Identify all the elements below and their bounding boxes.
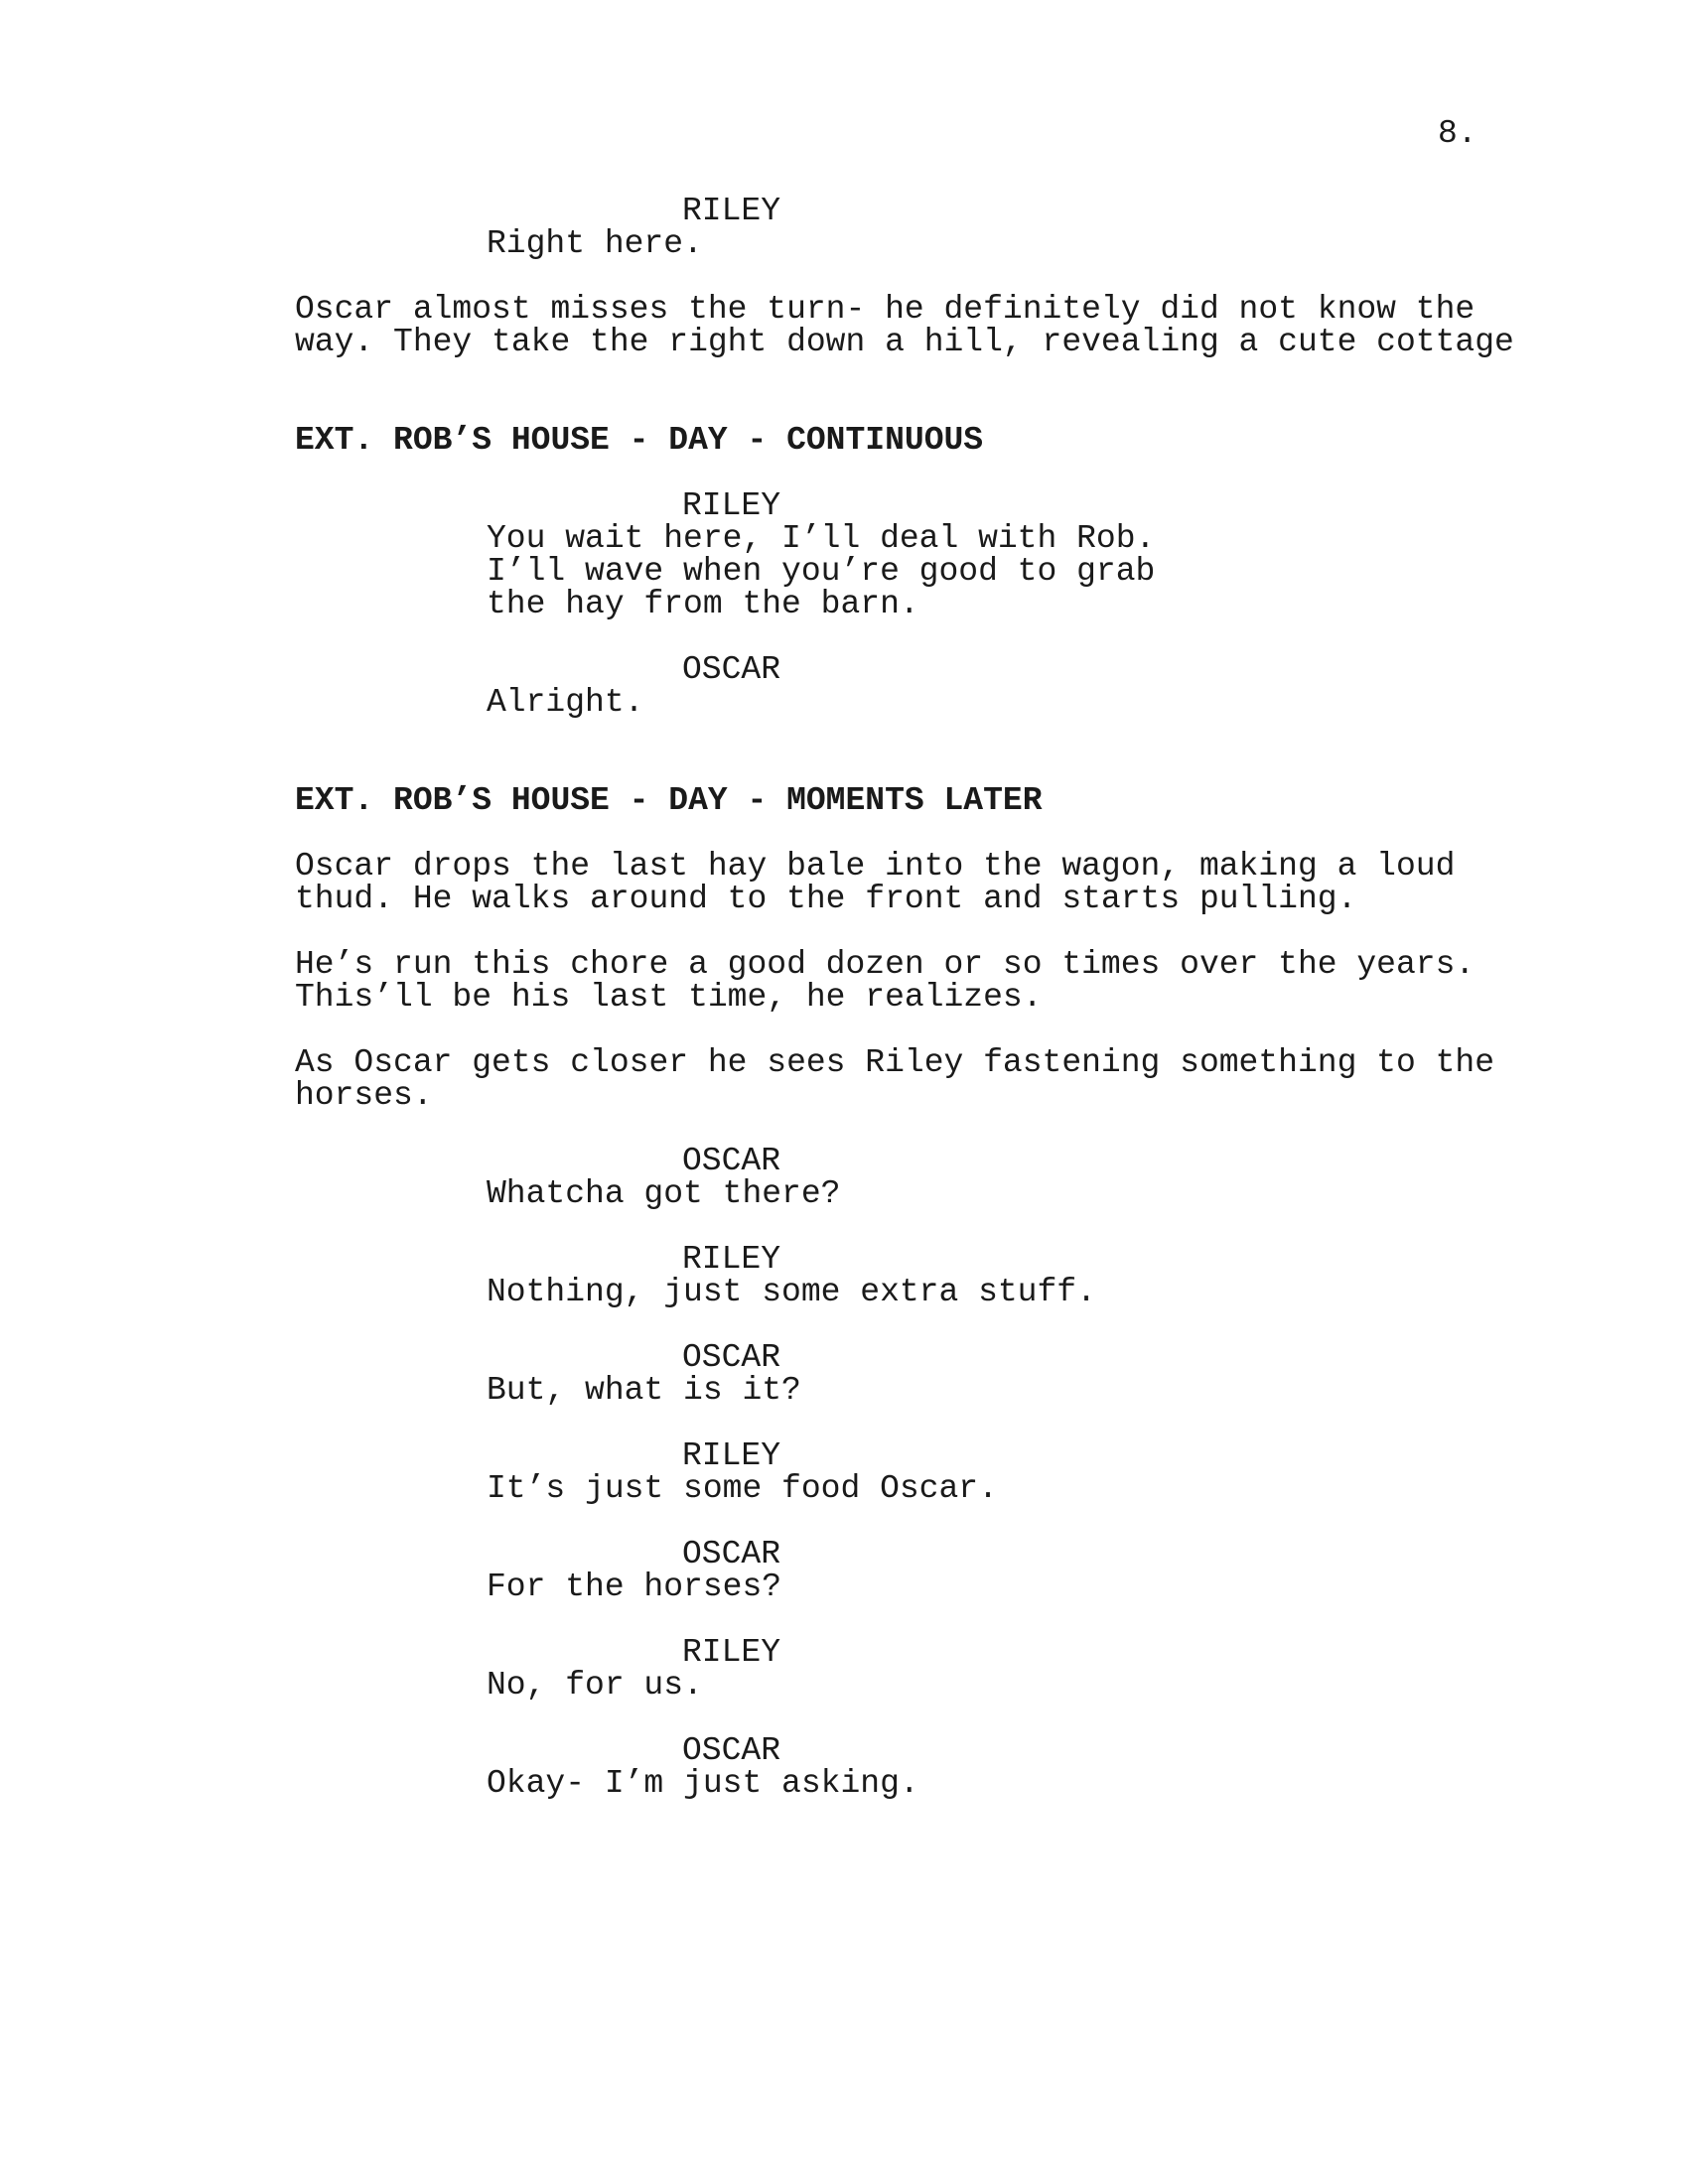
dialogue: Alright. — [487, 684, 644, 721]
character-name: OSCAR — [682, 1536, 781, 1572]
character-name: RILEY — [682, 1437, 781, 1474]
dialogue: You wait here, I’ll deal with Rob. I’ll wave when you’re good to grab the hay from the barn. — [487, 520, 1156, 622]
character-name: OSCAR — [682, 1339, 781, 1376]
character-name: RILEY — [682, 193, 781, 229]
action-line: Oscar drops the last hay bale into the wagon, making a loud thud. He walks around to the front and starts pulling. — [295, 848, 1456, 917]
dialogue: But, what is it? — [487, 1372, 801, 1409]
dialogue: Right here. — [487, 225, 703, 262]
character-name: RILEY — [682, 1241, 781, 1278]
dialogue: Nothing, just some extra stuff. — [487, 1274, 1096, 1310]
character-name: RILEY — [682, 487, 781, 524]
action-line: As Oscar gets closer he sees Riley fastening something to the horses. — [295, 1044, 1494, 1114]
character-name: OSCAR — [682, 1143, 781, 1179]
action-line: He’s run this chore a good dozen or so times over the years. This’ll be his last time, he realizes. — [295, 946, 1476, 1016]
dialogue: Whatcha got there? — [487, 1175, 841, 1212]
character-name: OSCAR — [682, 1732, 781, 1769]
character-name: RILEY — [682, 1634, 781, 1671]
dialogue: Okay- I’m just asking. — [487, 1765, 919, 1802]
dialogue: No, for us. — [487, 1667, 703, 1704]
scene-heading: EXT. ROB’S HOUSE - DAY - CONTINUOUS — [295, 422, 984, 459]
scene-heading: EXT. ROB’S HOUSE - DAY - MOMENTS LATER — [295, 782, 1043, 819]
dialogue: For the horses? — [487, 1569, 782, 1605]
character-name: OSCAR — [682, 651, 781, 688]
page-number: 8. — [1438, 115, 1477, 152]
action-line: Oscar almost misses the turn- he definitely did not know the way. They take the right down a hill, revealing a cute cottage — [295, 291, 1514, 360]
dialogue: It’s just some food Oscar. — [487, 1470, 998, 1507]
